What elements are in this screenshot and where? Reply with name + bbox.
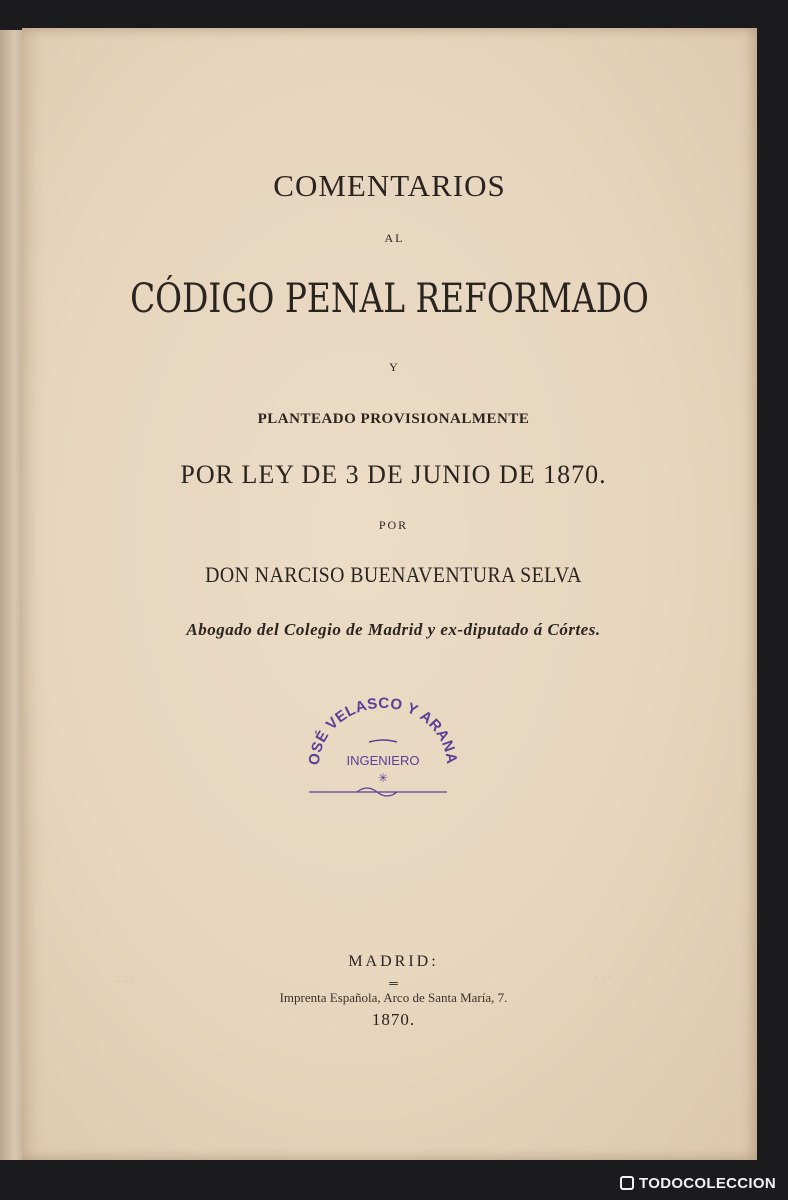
stamp-name: OSÉ VELASCO Y ARANA	[305, 694, 461, 766]
subtitle-planteado: PLANTEADO PROVISIONALMENTE	[257, 411, 530, 427]
title-connector-al: AL	[384, 231, 405, 245]
imprint-city: MADRID:	[348, 953, 439, 970]
owner-stamp	[297, 688, 467, 808]
book-title: COMENTARIOS	[273, 168, 506, 203]
imprint-rule: ═	[389, 976, 398, 990]
title-page	[22, 28, 757, 1160]
book-subject: CÓDIGO PENAL REFORMADO	[130, 276, 649, 322]
imprint-printer: Imprenta Española, Arco de Santa María, 7.	[279, 990, 508, 1005]
show-through-mark: · · ·	[117, 974, 135, 988]
svg-text:✳: ✳	[377, 771, 389, 785]
watermark	[620, 1175, 776, 1192]
show-through-mark: · · ·	[594, 970, 612, 984]
stamp-graphic	[297, 688, 467, 808]
title-connector-por: POR	[378, 518, 409, 532]
author-role: Abogado del Colegio de Madrid y ex-diputado á Córtes.	[186, 620, 601, 639]
todocoleccion-logo-icon	[620, 1176, 634, 1190]
author-name: DON NARCISO BUENAVENTURA SELVA	[205, 562, 582, 587]
imprint-year: 1870.	[371, 1010, 416, 1029]
watermark-text: TODOCOLECCION	[639, 1175, 776, 1192]
subtitle-ley: POR LEY DE 3 DE JUNIO DE 1870.	[180, 460, 607, 489]
title-connector-y: Y	[389, 360, 398, 374]
stamp-profession: INGENIERO	[346, 753, 420, 768]
